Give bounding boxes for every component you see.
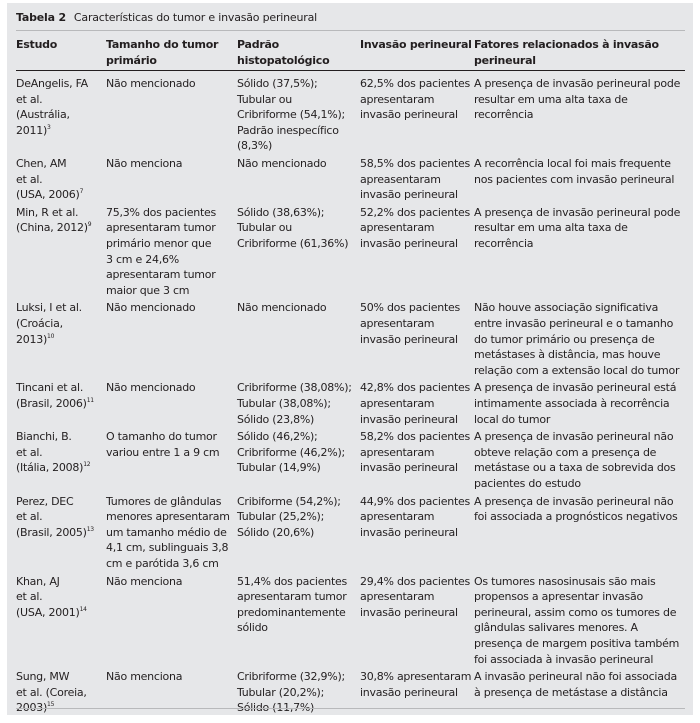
cell-invasao: 62,5% dos pacientes apresentaram invasão perineural — [360, 77, 471, 122]
cell-invasao: 44,9% dos pacientes apresentaram invasão perineural — [360, 494, 471, 539]
cell-estudo — [16, 380, 94, 411]
table-row — [7, 379, 693, 428]
table-row — [7, 299, 693, 379]
cell-tamanho: Não mencionado — [106, 301, 196, 315]
table-row — [7, 573, 693, 669]
cell-padrao: Cribiforme (54,2%); Tubular (25,2%); Sólido (20,6%) — [237, 494, 341, 539]
reference-number: 13 — [86, 525, 94, 533]
study-name: Luksi, I et al. (Croácia, 2013) — [16, 301, 82, 346]
cell-invasao: 29,4% dos pacientes apresentaram invasão perineural — [360, 574, 471, 619]
study-name: Perez, DEC et al. (Brasil, 2005) — [16, 494, 87, 539]
study-name: Sung, MW et al. (Coreia, 2003) — [16, 670, 87, 715]
header-invasao: Invasão perineural — [360, 38, 472, 51]
cell-fatores: A presença de invasão perineural pode resultar em uma alta taxa de recorrência — [474, 77, 681, 122]
study-name: Chen, AM et al. (USA, 2006) — [16, 157, 80, 202]
cell-invasao: 42,8% dos pacientes apresentaram invasão perineural — [360, 381, 471, 426]
cell-padrao: 51,4% dos pacientes apresentaram tumor predominantemente sólido — [237, 574, 348, 635]
reference-number: 14 — [79, 605, 87, 613]
cell-tamanho: 75,3% dos pacientes apresentaram tumor primário menor que 3 cm e 24,6% apresentaram tumor maior que 3 cm — [106, 205, 217, 297]
cell-padrao: Cribriforme (38,08%); Tubular (38,08%); Sólido (23,8%) — [237, 381, 352, 426]
cell-estudo — [16, 156, 83, 203]
reference-number: 3 — [47, 123, 51, 131]
study-name: Bianchi, B. et al. (Itália, 2008) — [16, 430, 84, 475]
header-tamanho: Tamanho do tumor primário — [106, 38, 219, 67]
cell-tamanho: Não mencionado — [106, 381, 196, 395]
cell-fatores: Não houve associação significativa entre invasão perineural e o tamanho do tumor primário ou presença de metástases à distância, mas houve relação com a extensão local do tumor — [474, 301, 680, 377]
cell-padrao: Não mencionado — [237, 301, 327, 315]
cell-estudo — [16, 76, 88, 138]
cell-invasao: 30,8% apresentaram invasão perineural — [360, 670, 472, 699]
header-divider — [16, 70, 685, 71]
table-row — [7, 668, 693, 717]
cell-estudo — [16, 300, 82, 347]
reference-number: 11 — [86, 396, 94, 404]
cell-fatores: A presença de invasão perineural não obteve relação com a presença de metástase ou a taxa de sobrevida dos pacientes do estudo — [474, 430, 676, 490]
cell-tamanho: Não menciona — [106, 157, 183, 170]
header-estudo: Estudo — [16, 38, 58, 51]
cell-tamanho: Tumores de glândulas menores apresentaram um tamanho médio de 4,1 cm, sublinguais 3,8 cm e parótida 3,6 cm — [106, 494, 230, 570]
cell-tamanho: Não mencionado — [106, 77, 196, 90]
study-name: Tincani et al. (Brasil, 2006) — [16, 381, 87, 410]
header-padrao: Padrão histopatológico — [237, 38, 330, 67]
table-title: Características do tumor e invasão perineural — [73, 11, 317, 24]
table-panel — [7, 3, 693, 715]
cell-tamanho: Não menciona — [106, 574, 183, 588]
table-row — [7, 428, 693, 492]
cell-fatores: A presença de invasão perineural pode resultar em uma alta taxa de recorrência — [474, 205, 681, 250]
bottom-divider — [16, 708, 685, 709]
table-row — [7, 204, 693, 300]
reference-number: 10 — [47, 332, 55, 340]
table-caption — [16, 11, 317, 24]
cell-fatores: A presença de invasão perineural está intimamente associada à recorrência local do tumor — [474, 381, 677, 426]
cell-estudo — [16, 205, 91, 236]
table-row — [7, 75, 693, 155]
reference-number: 9 — [87, 221, 92, 229]
study-name: Min, R et al. (China, 2012) — [16, 205, 88, 235]
cell-fatores: Os tumores nasosinusais são mais propensos a apresentar invasão perineural, assim como os tumores de glândulas salivares menores. A presença de margem positiva também foi associada à invasão perineural — [474, 574, 680, 666]
header-fatores: Fatores relacionados à invasão perineural — [474, 38, 659, 67]
cell-invasao: 58,2% dos pacientes apresentaram invasão perineural — [360, 430, 471, 475]
cell-invasao: 58,5% dos pacientes apreasentaram invasão perineural — [360, 157, 471, 202]
cell-estudo — [16, 494, 94, 541]
cell-fatores: A invasão perineural não foi associada à presença de metástase a distância — [474, 670, 677, 699]
cell-padrao: Não mencionado — [237, 157, 327, 170]
cell-invasao: 52,2% dos pacientes apresentaram invasão perineural — [360, 205, 471, 250]
reference-number: 12 — [83, 461, 91, 469]
cell-tamanho: Não menciona — [106, 670, 183, 684]
reference-number: 15 — [47, 701, 55, 709]
table-row — [7, 493, 693, 573]
cell-padrao: Cribriforme (32,9%); Tubular (20,2%); Sólido (11,7%) — [237, 670, 345, 715]
cell-fatores: A presença de invasão perineural não foi associada a prognósticos negativos — [474, 494, 678, 524]
table-body — [7, 75, 693, 717]
cell-estudo — [16, 429, 90, 476]
study-name: Khan, AJ et al. (USA, 2001) — [16, 574, 80, 619]
reference-number: 7 — [79, 188, 84, 196]
study-name: DeAngelis, FA et al. (Austrália, 2011) — [16, 77, 88, 137]
cell-estudo — [16, 574, 87, 621]
cell-padrao: Sólido (38,63%); Tubular ou Cribriforme (61,36%) — [237, 205, 349, 250]
table-label: Tabela 2 — [16, 11, 66, 24]
cell-invasao: 50% dos pacientes apresentaram invasão perineural — [360, 301, 461, 346]
divider — [16, 30, 685, 31]
cell-padrao: Sólido (46,2%); Cribriforme (46,2%); Tubular (14,9%) — [237, 430, 345, 475]
cell-tamanho: O tamanho do tumor variou entre 1 a 9 cm — [106, 430, 220, 459]
table-row — [7, 155, 693, 204]
cell-fatores: A recorrência local foi mais frequente nos pacientes com invasão perineural — [474, 157, 675, 186]
cell-padrao: Sólido (37,5%); Tubular ou Cribriforme (54,1%); Padrão inespecífico (8,3%) — [237, 77, 345, 153]
